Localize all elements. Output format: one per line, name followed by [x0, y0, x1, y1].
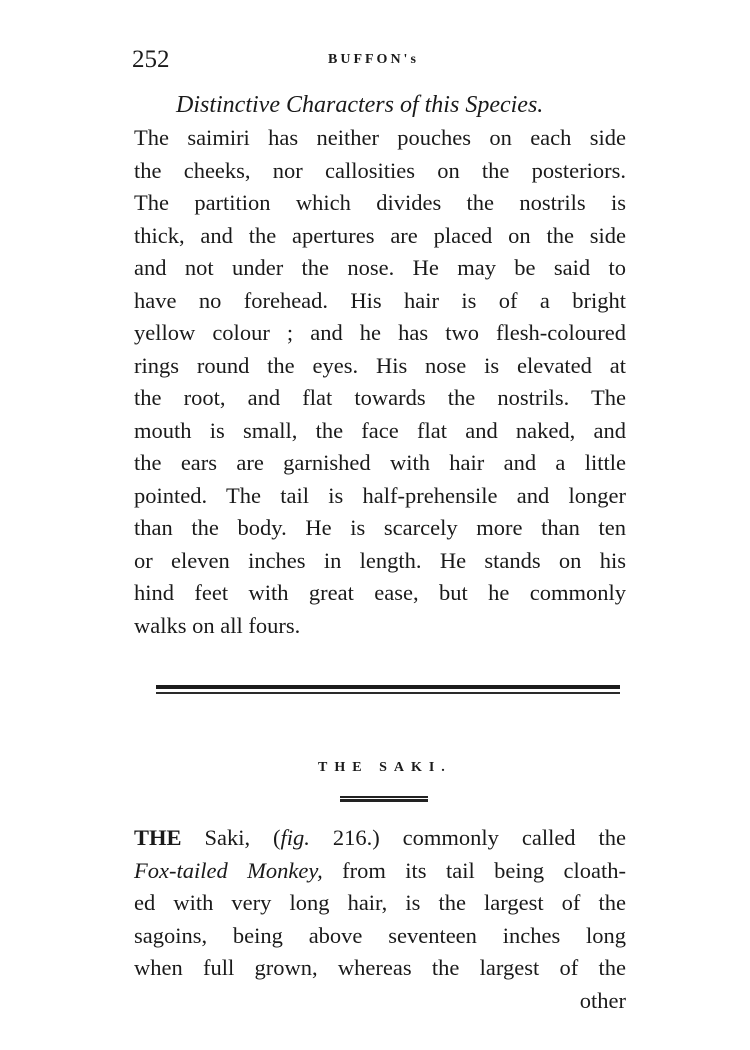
text-line: sagoins, being above seventeen inches long: [134, 922, 626, 948]
rule-thick-line: [340, 799, 428, 802]
text-line: when full grown, whereas the largest of the: [134, 955, 626, 980]
section-heading: Distinctive Characters of this Species.: [176, 92, 544, 118]
text-fragment: 216.) commonly called the: [309, 825, 626, 850]
saki-description: [134, 822, 626, 1017]
article-title: THE SAKI.: [318, 760, 452, 775]
text-line: the root, and flat towards the nostrils. The: [134, 385, 626, 410]
text-line: mouth is small, the face flat and naked, and: [134, 417, 626, 443]
species-description: [134, 122, 626, 642]
text-line: and not under the nose. He may be said to: [134, 255, 626, 280]
text-line: thick, and the apertures are placed on the side: [134, 222, 626, 248]
text-line: The saimiri has neither pouches on each side: [134, 125, 626, 150]
text-line-second: [134, 855, 626, 888]
page-number: 252: [132, 46, 170, 73]
section-divider-rule: [156, 685, 620, 694]
running-head: [132, 46, 622, 74]
running-title: BUFFON's: [328, 52, 419, 67]
text-line: or eleven inches in length. He stands on his: [134, 547, 626, 573]
divider-thick-line: [156, 685, 620, 689]
rule-thin-line: [340, 796, 428, 798]
text-line: ed with very long hair, is the largest of the: [134, 890, 626, 915]
text-line: have no forehead. His hair is of a bright: [134, 287, 626, 313]
text-line-first: [134, 822, 626, 855]
catchword: other: [579, 987, 626, 1013]
title-underline-rule: [340, 796, 428, 802]
text-line: pointed. The tail is half-prehensile and longer: [134, 482, 626, 508]
divider-thin-line: [156, 692, 620, 694]
text-line: hind feet with great ease, but he commonly: [134, 580, 626, 605]
opening-word: THE: [134, 825, 182, 850]
figure-reference: fig.: [280, 825, 310, 850]
text-line: the cheeks, nor callosities on the posteriors.: [134, 157, 626, 183]
text-line: rings round the eyes. His nose is elevated at: [134, 352, 626, 378]
text-line: The partition which divides the nostrils is: [134, 190, 626, 215]
text-line: walks on all fours.: [134, 612, 301, 638]
text-fragment: from its tail being cloath-: [322, 857, 626, 883]
text-line: yellow colour ; and he has two flesh-coloured: [134, 320, 626, 345]
text-fragment: Saki, (: [181, 825, 281, 850]
text-line: the ears are garnished with hair and a little: [134, 450, 626, 475]
text-line: than the body. He is scarcely more than ten: [134, 515, 626, 540]
common-name: Fox-tailed Monkey,: [134, 857, 323, 883]
